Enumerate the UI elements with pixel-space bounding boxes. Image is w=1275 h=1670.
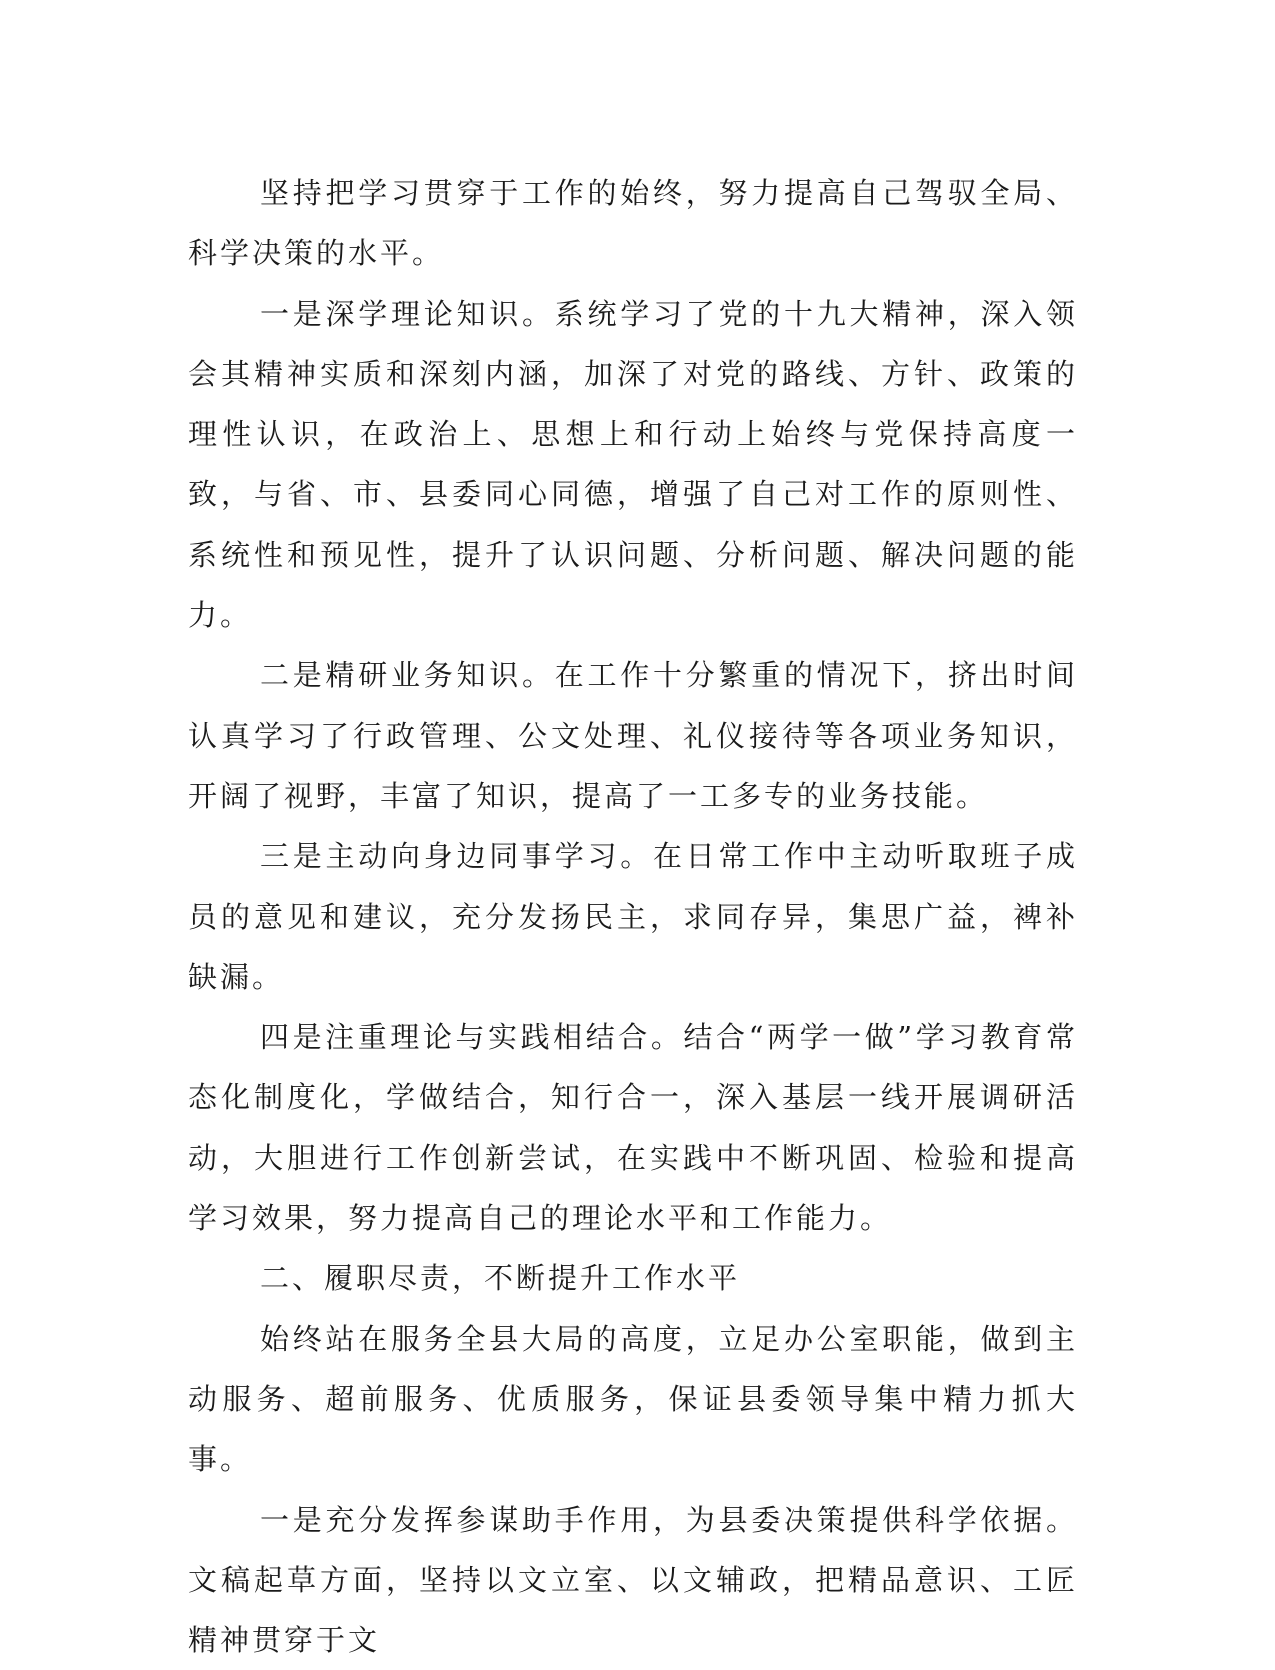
paragraph-theory-practice: 四是注重理论与实践相结合。结合“两学一做”学习教育常态化制度化，学做结合，知行合一，深入基层一线开展调研活动，大胆进行工作创新尝试，在实践中不断巩固、检验和提高学习效果，努力提高自己的理论水平和工作能力。 [188, 1020, 1078, 1236]
paragraph-theory-knowledge: 一是深学理论知识。系统学习了党的十九大精神，深入领会其精神实质和深刻内涵，加深了对党的路线、方针、政策的理性认识，在政治上、思想上和行动上始终与党保持高度一致，与省、市、县委同心同德，增强了自己对工作的原则性、系统性和预见性，提升了认识问题、分析问题、解决问题的能力。 [188, 296, 1078, 633]
section-heading-duties: 二、履职尽责，不断提升工作水平 [260, 1261, 741, 1296]
paragraph-business-knowledge: 二是精研业务知识。在工作十分繁重的情况下，挤出时间认真学习了行政管理、公文处理、礼仪接待等各项业务知识，开阔了视野，丰富了知识，提高了一工多专的业务技能。 [188, 658, 1078, 813]
paragraph-advisory-role: 一是充分发挥参谋助手作用，为县委决策提供科学依据。文稿起草方面，坚持以文立室、以文辅政，把精品意识、工匠精神贯穿于文 [188, 1502, 1078, 1658]
paragraph-learn-from-colleagues: 三是主动向身边同事学习。在日常工作中主动听取班子成员的意见和建议，充分发扬民主，求同存异，集思广益，裨补缺漏。 [188, 839, 1078, 994]
paragraph-study-intro: 坚持把学习贯穿于工作的始终，努力提高自己驾驭全局、科学决策的水平。 [188, 176, 1078, 271]
document-body [188, 163, 1078, 1670]
paragraph-service-overview: 始终站在服务全县大局的高度，立足办公室职能，做到主动服务、超前服务、优质服务，保证县委领导集中精力抓大事。 [188, 1321, 1078, 1477]
